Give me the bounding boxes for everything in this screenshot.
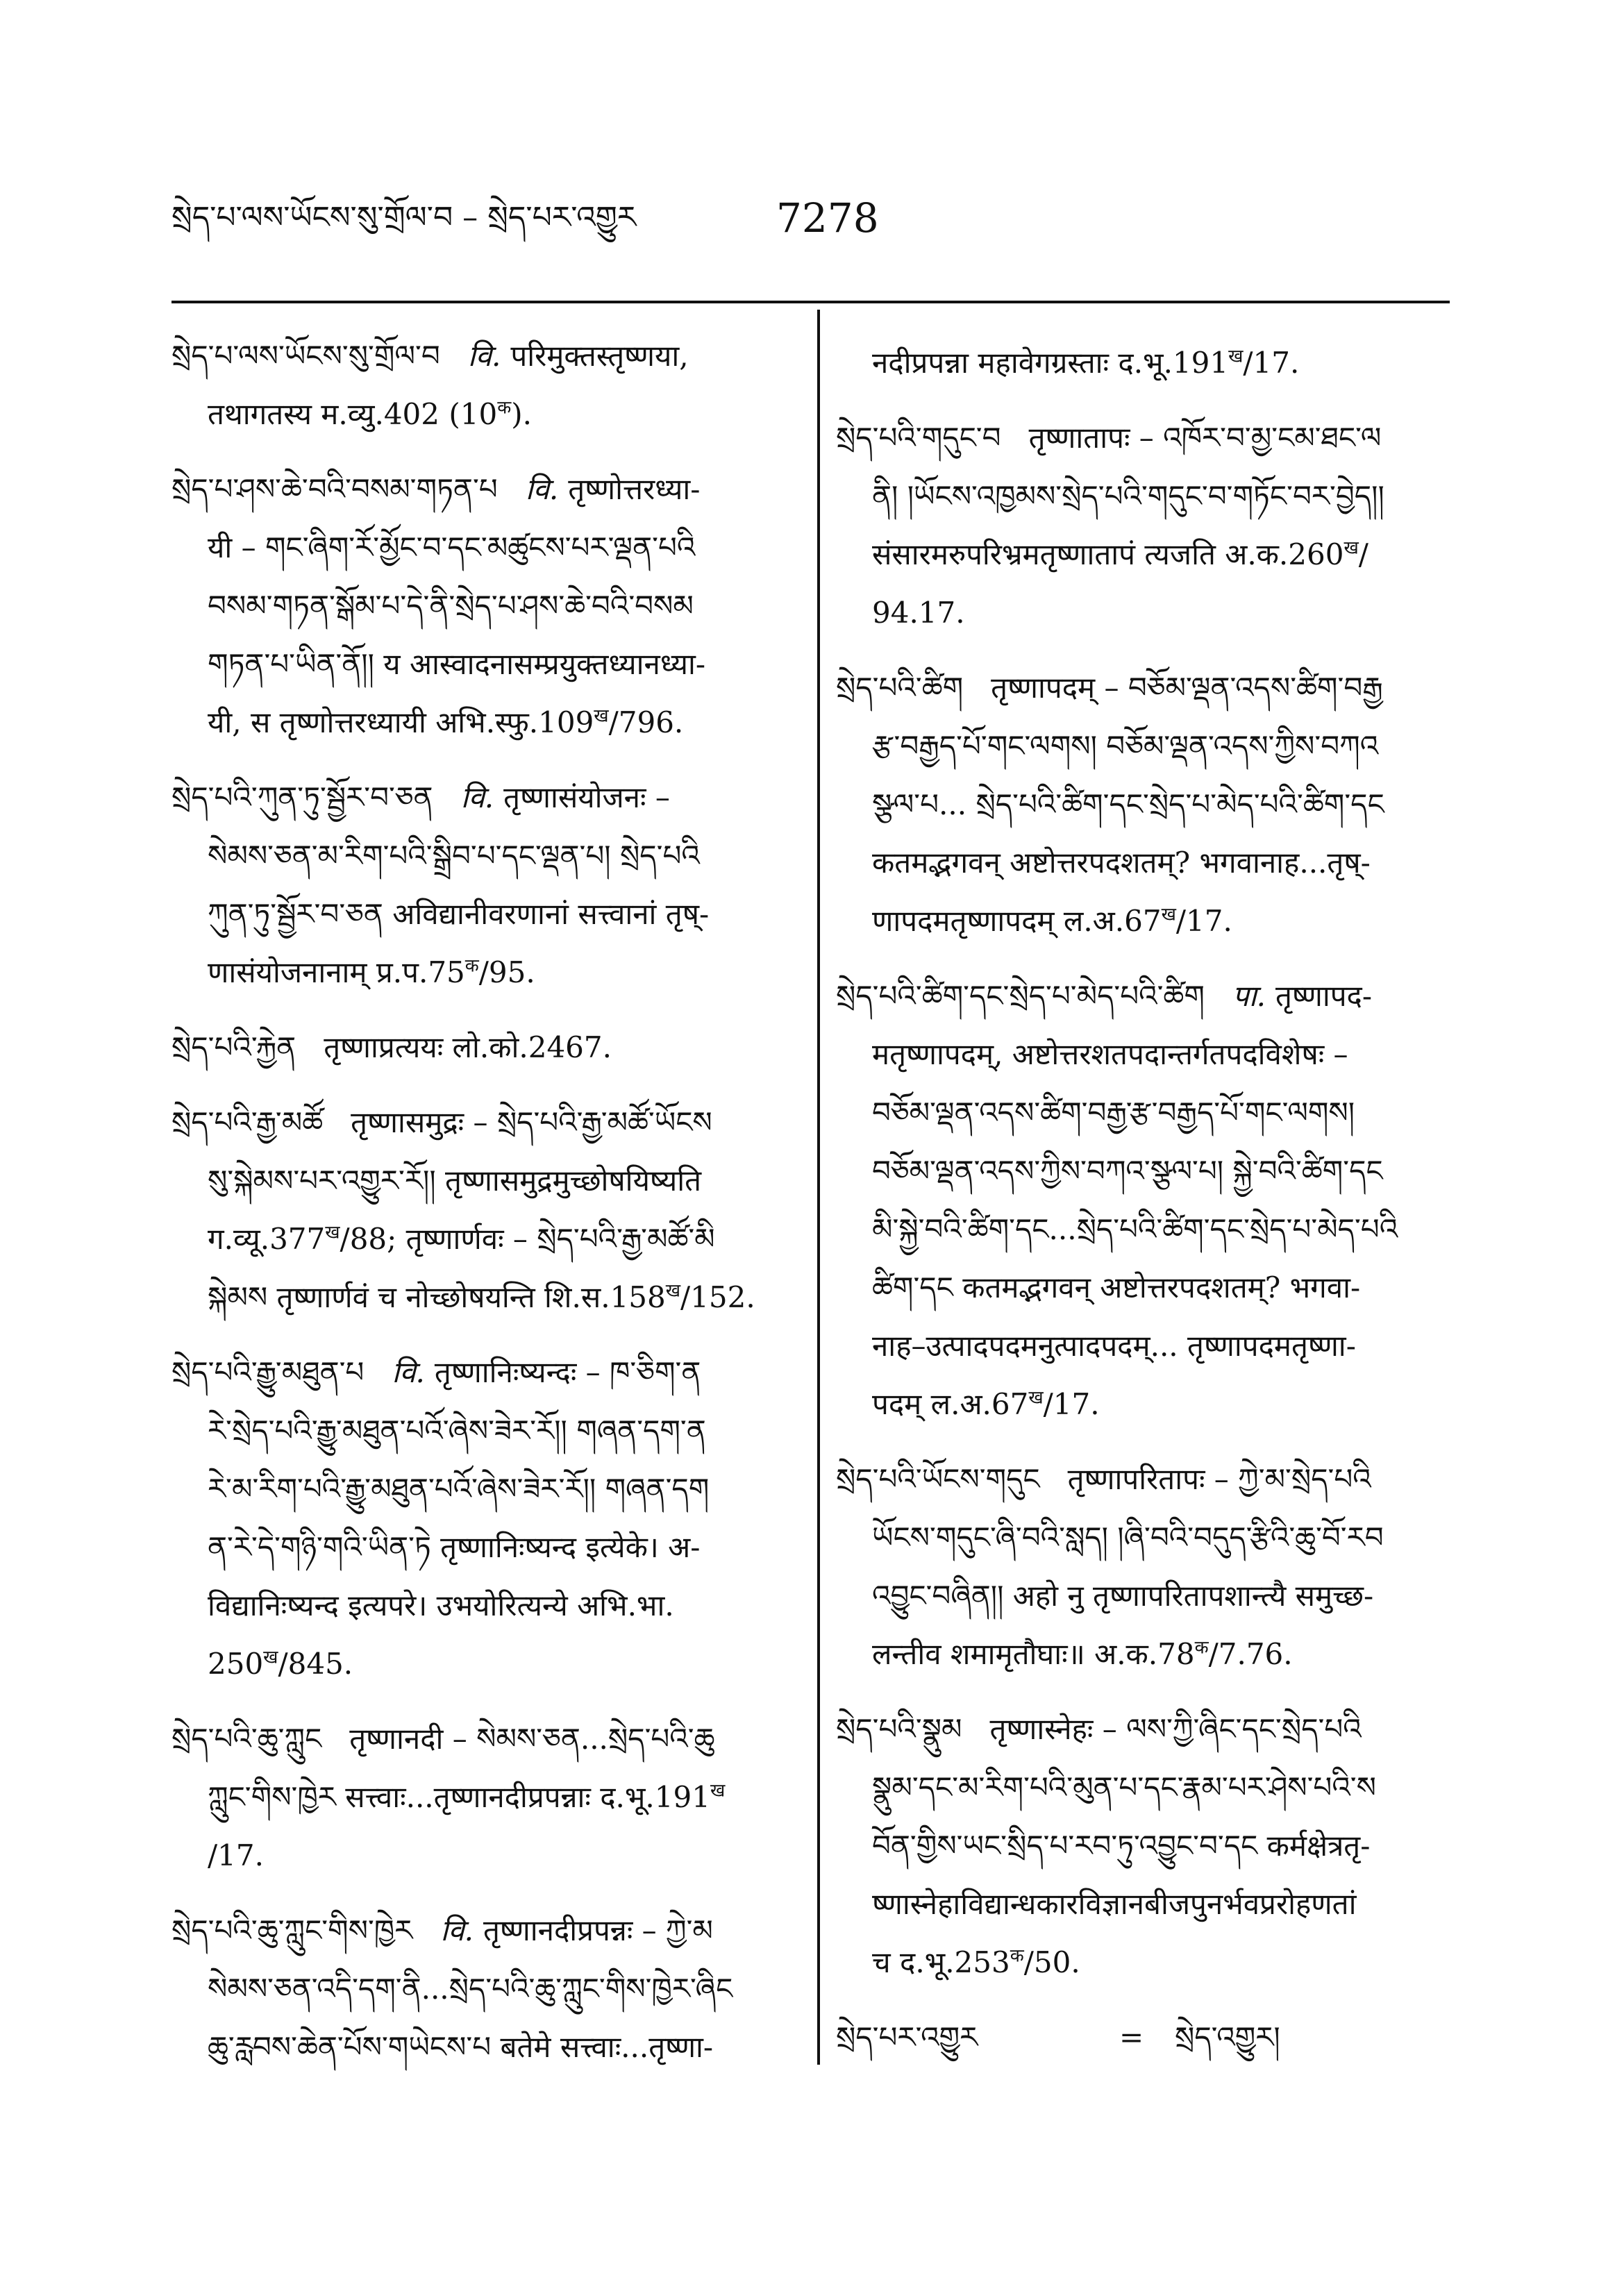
entry-text: च द.भू.253	[872, 1945, 1010, 1979]
line-content	[872, 1317, 1356, 1375]
entry-headword: སྲེད་པའི་ཡོངས་གདུང	[836, 1462, 1040, 1496]
dictionary-entry	[836, 1700, 1450, 1992]
entry-line	[171, 1710, 789, 1768]
entry-line	[171, 327, 789, 385]
dictionary-entry	[171, 769, 789, 1002]
line-content	[208, 1268, 755, 1327]
reference-superscript: ख	[665, 1280, 681, 1302]
entry-text: विद्यानिःष्यन्द इत्यपरे। उभयोरित्यन्ये अभि.भा.	[208, 1588, 674, 1622]
entry-line	[836, 1759, 1450, 1817]
entry-line	[171, 885, 789, 943]
entry-text: ཆུ་རླབས་ཆེན་པོས་གཡེངས་པ बतेमे सत्त्वाः...तृष्णा-	[208, 2030, 714, 2064]
entry-line	[836, 1084, 1450, 1142]
entry-text: तृष्णानदी – སེམས་ཅན...སྲེད་པའི་ཆུ	[349, 1722, 715, 1756]
line-content	[208, 577, 694, 635]
entry-line	[836, 1625, 1450, 1684]
dictionary-entry	[836, 409, 1450, 642]
entry-line	[171, 694, 789, 752]
entry-text: तृष्णानिःष्यन्दः – ཁ་ཅིག་ན	[434, 1355, 701, 1389]
entry-text: བཅོམ་ལྡན་འདས་ཀྱིས་བཀའ་སྩལ་པ། སྐྱེ་བའི་ཚིག་དང	[872, 1154, 1383, 1188]
entry-text: བཅོམ་ལྡན་འདས་ཚིག་བརྒྱ་རྩ་བརྒྱད་པོ་གང་ལགས།	[872, 1096, 1355, 1130]
entry-line	[171, 1268, 789, 1327]
entry-text: གཏན་པ་ཡིན་ནོ།། य आस्वादनासम्प्रयुक्तध्यानध्या-	[208, 647, 706, 681]
line-content	[171, 1710, 715, 1768]
line-content	[872, 1759, 1376, 1817]
entry-headword: སྲེད་པའི་ཆུ་ཀླུང	[171, 1722, 322, 1756]
entry-line	[836, 526, 1450, 584]
entry-headword: སྲེད་པའི་རྒྱ་མཚོ	[171, 1105, 324, 1139]
entry-text: ཀླུང་གིས་ཁྱེར सत्त्वाः...तृष्णानदीप्रपन्नाः द.भू.191	[208, 1780, 710, 1814]
entry-text: རྩ་བརྒྱད་པོ་གང་ལགས། བཅོམ་ལྡན་འདས་ཀྱིས་བཀའ	[872, 729, 1379, 763]
entry-text: སྐེམས तृष्णार्णवं च नोच्छोषयन्ति शि.स.158	[208, 1280, 666, 1314]
line-content	[872, 1259, 1360, 1317]
entry-headword: སྲེད་པའི་ཆུ་ཀླུང་གིས་ཁྱེར	[171, 1913, 413, 1947]
line-content	[208, 1768, 725, 1827]
entry-text: /88; तृष्णार्णवः – སྲེད་པའི་རྒྱ་མཚོ་མི	[340, 1222, 715, 1256]
entry-line	[836, 2008, 1450, 2067]
entry-text: ཀུན་ཏུ་སྦྱོར་བ་ཅན अविद्यानीवरणानां सत्त्वानां तृष्-	[208, 897, 710, 931]
entry-text: སུ་སྐེམས་པར་འགྱུར་རོ།། तृष्णासमुद्रमुच्छोषयिष्यति	[208, 1164, 702, 1198]
dictionary-entry	[171, 1710, 789, 1885]
reference-superscript: ख	[1028, 1387, 1044, 1409]
dictionary-entry	[171, 1093, 789, 1327]
dictionary-entry	[171, 460, 789, 752]
entry-text: तृष्णासंयोजनः –	[503, 780, 670, 814]
entry-line	[836, 1817, 1450, 1875]
line-content	[872, 1817, 1370, 1875]
line-content	[836, 1700, 1362, 1759]
grammar-label: वि.	[392, 1355, 425, 1389]
entry-text: /	[1358, 537, 1368, 571]
entry-line	[836, 584, 1450, 642]
entry-text: /796.	[608, 705, 684, 739]
line-content	[872, 1875, 1357, 1933]
entry-line	[171, 1093, 789, 1152]
entry-line	[171, 1827, 789, 1885]
entry-headword: སྲེད་པ་ལས་ཡོངས་སུ་གྲོལ་བ	[171, 339, 440, 373]
entry-line	[836, 1375, 1450, 1434]
reference-superscript: क	[1194, 1637, 1209, 1659]
entry-line	[836, 1142, 1450, 1200]
line-content	[836, 409, 1381, 467]
line-content	[208, 1152, 701, 1210]
line-content	[208, 1518, 700, 1577]
entry-line	[171, 1018, 789, 1077]
entry-text: यी, स तृष्णोत्तरध्यायी अभि.स्फु.109	[208, 705, 594, 739]
line-content	[872, 775, 1384, 834]
entry-line	[171, 827, 789, 885]
entry-text: तृष्णातापः – འཁོར་བ་མྱ་ངམ་ཐང་ལ	[1028, 421, 1382, 455]
entry-text: /152.	[680, 1280, 755, 1314]
reference-superscript: ख	[710, 1780, 726, 1802]
entry-line	[836, 1875, 1450, 1933]
grammar-label: वि.	[440, 1913, 474, 1947]
entry-text: /50.	[1023, 1945, 1080, 1979]
entry-text: /17.	[1243, 346, 1300, 380]
entry-text: /95.	[478, 955, 535, 989]
line-content	[872, 1142, 1383, 1200]
entry-text: ष्णास्नेहाविद्यान्धकारविज्ञानबीजपुनर्भवप्ररोहणतां	[872, 1887, 1357, 1921]
line-content	[171, 327, 689, 385]
entry-line	[171, 519, 789, 577]
entry-line	[171, 769, 789, 827]
line-content	[208, 1402, 706, 1460]
line-content	[872, 467, 1384, 526]
line-content	[171, 1093, 712, 1152]
entry-line	[836, 1509, 1450, 1567]
entry-line	[836, 967, 1450, 1025]
line-content	[872, 1509, 1384, 1567]
reference-superscript: ख	[594, 705, 609, 727]
entry-text: तृष्णोत्तरध्या-	[568, 472, 701, 506]
entry-line	[836, 659, 1450, 717]
entry-text: རེ་སྲེད་པའི་རྒྱུ་མཐུན་པའོ་ཞེས་ཟེར་རོ།། གཞན་དག་ན	[208, 1413, 706, 1448]
entry-text: /17.	[1043, 1387, 1100, 1421]
entry-line	[171, 1768, 789, 1827]
entry-text: तृष्णापरितापः – ཀྱེ་མ་སྲེད་པའི	[1067, 1462, 1371, 1496]
entry-text: 94.17.	[872, 596, 965, 630]
entry-text: /17.	[1175, 904, 1232, 938]
dictionary-entry	[171, 327, 789, 444]
header-rule	[171, 301, 1450, 303]
entry-text: ग.व्यू.377	[208, 1222, 326, 1256]
entry-text: तृष्णानदीप्रपन्नः – ཀྱེ་མ	[483, 1913, 713, 1947]
dictionary-entry	[171, 1018, 789, 1077]
entry-text: ན་རེ་དེ་གཉི་གའི་ཡིན་ཏེ तृष्णानिःष्यन्द इत्येके। अ-	[208, 1530, 701, 1564]
line-content	[208, 2018, 713, 2077]
reference-superscript: क	[497, 397, 512, 419]
reference-superscript: ख	[263, 1647, 278, 1668]
entry-line	[171, 460, 789, 519]
entry-text: तृष्णाप्रत्ययः लो.को.2467.	[324, 1030, 612, 1064]
entry-text: णासंयोजनानाम् प्र.प.75	[208, 955, 465, 989]
entry-text: ནི། །ཡོངས་འཁྱམས་སྲེད་པའི་གདུང་བ་གཏོང་བར་བྱེད།།	[872, 479, 1384, 513]
dictionary-entry	[836, 1450, 1450, 1684]
entry-text: སྣུམ་དང་མ་རིག་པའི་མུན་པ་དང་རྣམ་པར་ཤེས་པའི་ས	[872, 1770, 1376, 1804]
line-content	[208, 1960, 733, 2018]
entry-line	[171, 385, 789, 444]
right-column	[836, 334, 1450, 2067]
entry-line	[171, 1343, 789, 1402]
line-content	[836, 967, 1372, 1025]
entry-line	[171, 1902, 789, 1960]
line-content	[872, 1025, 1348, 1084]
entry-line	[836, 1450, 1450, 1509]
line-content	[171, 1018, 612, 1077]
line-content	[872, 1084, 1355, 1142]
dictionary-entry	[836, 2008, 1450, 2067]
entry-headword: སྲེད་པའི་རྐྱེན	[171, 1030, 296, 1064]
line-content	[208, 519, 695, 577]
left-column	[171, 327, 789, 2077]
line-content	[872, 526, 1368, 584]
entry-headword: སྲེད་པ་ཤས་ཆེ་བའི་བསམ་གཏན་པ	[171, 472, 498, 506]
line-content	[872, 1567, 1373, 1625]
dictionary-entry	[836, 334, 1450, 392]
reference-superscript: ख	[1161, 904, 1176, 925]
entry-line	[836, 334, 1450, 392]
entry-line	[171, 577, 789, 635]
entry-text: /845.	[278, 1647, 353, 1681]
entry-headword: སྲེད་པའི་ཚིག་དང་སྲེད་པ་མེད་པའི་ཚིག	[836, 979, 1205, 1013]
line-content	[208, 1460, 709, 1518]
line-content	[171, 1343, 701, 1402]
entry-text: परिमुक्तस्तृष्णया,	[510, 339, 689, 373]
entry-text: མི་སྐྱེ་བའི་ཚིག་དང...སྲེད་པའི་ཚིག་དང་སྲེད་པ་མེད་པའི	[872, 1212, 1398, 1246]
entry-line	[836, 1567, 1450, 1625]
line-content	[872, 334, 1299, 392]
entry-line	[836, 717, 1450, 775]
entry-text: བོན་གྱིས་ཡང་སྲིད་པ་རབ་ཏུ་འབྱུང་བ་དང कर्मक्षेत्रतृ-	[872, 1829, 1371, 1863]
reference-superscript: ख	[1343, 537, 1359, 559]
line-content	[208, 885, 709, 943]
line-content	[208, 385, 532, 444]
entry-text: तृष्णास्नेहः – ལས་ཀྱི་ཞིང་དང་སྲེད་པའི	[989, 1712, 1362, 1746]
line-content	[208, 1827, 264, 1885]
entry-text: पदम् ल.अ.67	[872, 1387, 1029, 1421]
entry-line	[836, 1700, 1450, 1759]
entry-line	[836, 775, 1450, 834]
entry-text: ).	[511, 397, 532, 431]
entry-line	[171, 1577, 789, 1635]
line-content	[208, 827, 700, 885]
line-content	[171, 460, 700, 519]
entry-text: རེ་མ་རིག་པའི་རྒྱུ་མཐུན་པའོ་ཞེས་ཟེར་རོ།། གཞན་དག	[208, 1472, 710, 1506]
entry-text: यी – གང་ཞིག་རོ་མྱོང་བ་དང་མཚུངས་པར་ལྡན་པའི	[208, 530, 696, 564]
entry-headword: སྲེད་པར་འགྱུར	[836, 2020, 978, 2054]
entry-text: णापदमतृष्णापदम् ल.अ.67	[872, 904, 1162, 938]
reference-superscript: क	[1010, 1945, 1024, 1967]
entry-line	[836, 834, 1450, 892]
entry-headword: སྲེད་པའི་གདུང་བ	[836, 421, 1001, 455]
line-content	[872, 834, 1371, 892]
entry-text: मतृष्णापदम्, अष्टोत्तरशतपदान्तर्गतपदविशेषः –	[872, 1037, 1348, 1071]
entry-text: तृष्णापदम् – བཅོམ་ལྡན་འདས་ཚིག་བརྒྱ	[991, 671, 1383, 705]
entry-line	[836, 1259, 1450, 1317]
entry-headword: སྲེད་པའི་ཚིག	[836, 671, 964, 705]
entry-line	[171, 1960, 789, 2018]
grammar-label: वि.	[525, 472, 559, 506]
grammar-label: वि.	[460, 780, 494, 814]
line-content	[872, 717, 1378, 775]
entry-line	[836, 1933, 1450, 1992]
line-content	[171, 769, 670, 827]
entry-line	[836, 1025, 1450, 1084]
line-content	[872, 892, 1232, 950]
entry-text: नदीप्रपन्ना महावेगग्रस्ताः द.भू.191	[872, 346, 1229, 380]
entry-line	[836, 892, 1450, 950]
dictionary-entry	[171, 1902, 789, 2077]
entry-text: སེམས་ཅན་འདི་དག་ནི...སྲེད་པའི་ཆུ་ཀླུང་གིས་ཁྱེར་ཞིང	[208, 1972, 733, 2006]
entry-text: བསམ་གཏན་སྒོམ་པ་དེ་ནི་སྲེད་པ་ཤས་ཆེ་བའི་བསམ	[208, 589, 694, 623]
entry-text: ཡོངས་གདུང་ཞི་བའི་སླད། །ཞི་བའི་བདུད་རྩིའི་ཆུ་བོ་རབ	[872, 1520, 1384, 1554]
entry-line	[171, 2018, 789, 2077]
entry-text: नाह–उत्पादपदमनुत्पादपदम्... तृष्णापदमतृष्णा-	[872, 1329, 1356, 1363]
entry-text: कतमद्भगवन् अष्टोत्तरपदशतम्? भगवानाह...तृष्-	[872, 846, 1371, 880]
entry-headword: སྲེད་པའི་སྣུམ	[836, 1712, 962, 1746]
line-content	[872, 1933, 1080, 1992]
reference-superscript: क	[464, 955, 479, 977]
entry-line	[171, 1152, 789, 1210]
grammar-label: वि.	[467, 339, 501, 373]
entry-line	[836, 1200, 1450, 1259]
dictionary-entry	[836, 659, 1450, 950]
cross-reference-sign: =	[1119, 2020, 1144, 2054]
entry-line	[171, 635, 789, 694]
entry-line	[171, 1402, 789, 1460]
entry-text: तृष्णापद-	[1275, 979, 1373, 1013]
reference-superscript: ख	[1228, 346, 1244, 367]
running-head-title: སྲེད་པ་ལས་ཡོངས་སུ་གྲོལ་བ – སྲེད་པར་འགྱུར	[171, 200, 637, 235]
line-content	[872, 1200, 1398, 1259]
line-content	[836, 2008, 1280, 2067]
entry-text: 250	[208, 1647, 264, 1681]
reference-superscript: ख	[325, 1222, 340, 1243]
grammar-label: पा.	[1232, 979, 1266, 1013]
entry-line	[836, 1317, 1450, 1375]
line-content	[208, 943, 535, 1002]
entry-line	[171, 1635, 789, 1693]
entry-headword: སྲེད་པའི་རྒྱུ་མཐུན་པ	[171, 1355, 365, 1389]
entry-line	[836, 409, 1450, 467]
line-content	[872, 584, 965, 642]
page-number: 7278	[776, 194, 879, 242]
entry-text: /7.76.	[1208, 1637, 1293, 1671]
line-content	[171, 1902, 713, 1960]
line-content	[208, 1635, 353, 1693]
entry-text: སེམས་ཅན་མ་རིག་པའི་སྒྲིབ་པ་དང་ལྡན་པ། སྲེད་པའི	[208, 839, 700, 873]
dictionary-entry	[171, 1343, 789, 1693]
line-content	[872, 1625, 1293, 1684]
entry-text: लन्तीव शमामृतौघाः॥ अ.क.78	[872, 1637, 1195, 1671]
entry-text: ཚིག་དང कतमद्भगवन् अष्टोत्तरपदशतम्? भगवा-	[872, 1270, 1361, 1304]
entry-line	[171, 1518, 789, 1577]
entry-text: སྩལ་པ... སྲེད་པའི་ཚིག་དང་སྲེད་པ་མེད་པའི་ཚིག་དང	[872, 787, 1384, 821]
entry-line	[171, 1210, 789, 1268]
line-content	[836, 659, 1383, 717]
line-content	[208, 635, 705, 694]
entry-text: तृष्णासमुद्रः – སྲེད་པའི་རྒྱ་མཚོ་ཡོངས	[351, 1105, 712, 1139]
line-content	[208, 694, 683, 752]
line-content	[208, 1577, 674, 1635]
line-content	[872, 1375, 1100, 1434]
entry-text: संसारमरुपरिभ्रमतृष्णातापं त्यजति अ.क.260	[872, 537, 1344, 571]
entry-line	[171, 1460, 789, 1518]
entry-text: तथागतस्य म.व्यु.402 (10	[208, 397, 498, 431]
cross-reference-target: སྲེད་འགྱུར།	[1175, 2020, 1280, 2054]
column-divider	[817, 310, 820, 2065]
line-content	[208, 1210, 715, 1268]
entry-headword: སྲེད་པའི་ཀུན་ཏུ་སྦྱོར་བ་ཅན	[171, 780, 433, 814]
entry-text: /17.	[208, 1838, 264, 1872]
entry-text: འབྱུང་བཞིན།། अहो नु तृष्णापरितापशान्त्यै समुच्छ-	[872, 1579, 1374, 1613]
entry-line	[836, 467, 1450, 526]
line-content	[836, 1450, 1371, 1509]
dictionary-entry	[836, 967, 1450, 1434]
entry-line	[171, 943, 789, 1002]
